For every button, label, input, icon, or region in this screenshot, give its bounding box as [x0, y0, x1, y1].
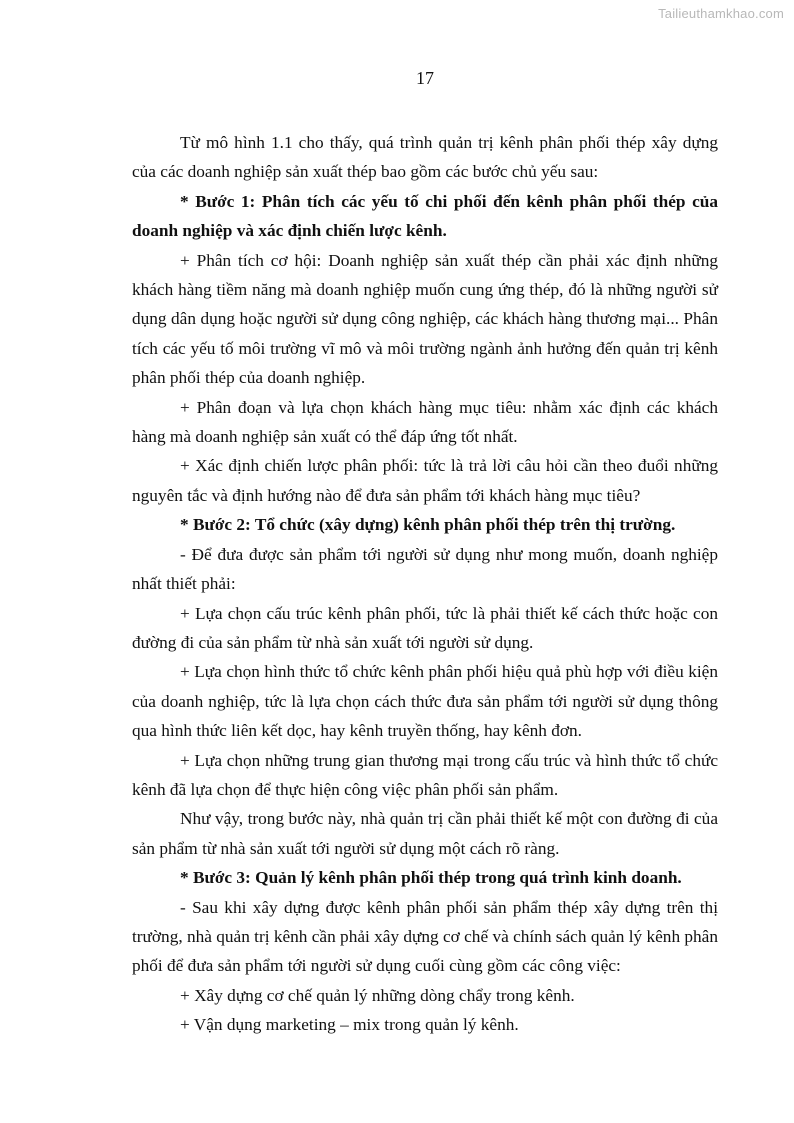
watermark: Tailieuthamkhao.com [658, 6, 784, 21]
step-1-item-opportunity-analysis: + Phân tích cơ hội: Doanh nghiệp sản xuất thép cần phải xác định những khách hàng tiềm năng mà doanh nghiệp muốn cung ứng thép, đó là những người sử dụng dân dụng hoặc người sử dụng công nghiệp, các khách hàng thương mại... Phân tích các yếu tố môi trường vĩ mô và môi trường ngành ảnh hưởng đến quản trị kênh phân phối thép của doanh nghiệp. [132, 250, 718, 388]
step-3-heading: * Bước 3: Quản lý kênh phân phối thép trong quá trình kinh doanh. [180, 868, 682, 888]
step-1-heading: * Bước 1: Phân tích các yếu tố chi phối đến kênh phân phối thép của doanh nghiệp và xác định chiến lược kênh. [132, 191, 718, 241]
page-number: 17 [416, 68, 434, 88]
step-2-item-intermediaries: + Lựa chọn những trung gian thương mại trong cấu trúc và hình thức tổ chức kênh đã lựa chọn để thực hiện công việc phân phối sản phẩm. [132, 750, 718, 799]
step-1-item-segmentation: + Phân đoạn và lựa chọn khách hàng mục tiêu: nhằm xác định các khách hàng mà doanh nghiệp sản xuất có thể đáp ứng tốt nhất. [132, 397, 718, 447]
step-3-item-marketing-mix: + Vận dụng marketing – mix trong quản lý kênh. [180, 1015, 519, 1035]
step-3-item-flows: + Xây dựng cơ chế quản lý những dòng chẩy trong kênh. [180, 985, 575, 1005]
step-3-intro: - Sau khi xây dựng được kênh phân phối sản phẩm thép xây dựng trên thị trường, nhà quản trị kênh cần phải xây dựng cơ chế và chính sách quản lý kênh phân phối để đưa sản phẩm tới người sử dụng cuối cùng gồm các công việc: [132, 897, 718, 976]
step-2-intro: - Để đưa được sản phẩm tới người sử dụng như mong muốn, doanh nghiệp nhất thiết phải: [132, 544, 718, 594]
step-2-item-structure: + Lựa chọn cấu trúc kênh phân phối, tức là phải thiết kế cách thức hoặc con đường đi của sản phẩm từ nhà sản xuất tới người sử dụng. [132, 603, 718, 652]
step-2-item-organization-form: + Lựa chọn hình thức tổ chức kênh phân phối hiệu quả phù hợp với điều kiện của doanh nghiệp, tức là lựa chọn cách thức đưa sản phẩm tới người sử dụng thông qua hình thức liên kết dọc, hay kênh truyền thống, hay kênh đơn. [132, 662, 718, 741]
step-2-heading: * Bước 2: Tổ chức (xây dựng) kênh phân phối thép trên thị trường. [180, 515, 676, 535]
step-1-item-strategy: + Xác định chiến lược phân phối: tức là trả lời câu hỏi cần theo đuổi những nguyên tắc và định hướng nào để đưa sản phẩm tới khách hàng mục tiêu? [132, 456, 718, 505]
intro-paragraph: Từ mô hình 1.1 cho thấy, quá trình quản trị kênh phân phối thép xây dựng của các doanh nghiệp sản xuất thép bao gồm các bước chủ yếu sau: [132, 133, 718, 182]
document-body [132, 128, 718, 1040]
step-2-summary: Như vậy, trong bước này, nhà quản trị cần phải thiết kế một con đường đi của sản phẩm từ nhà sản xuất tới người sử dụng một cách rõ ràng. [132, 809, 718, 858]
